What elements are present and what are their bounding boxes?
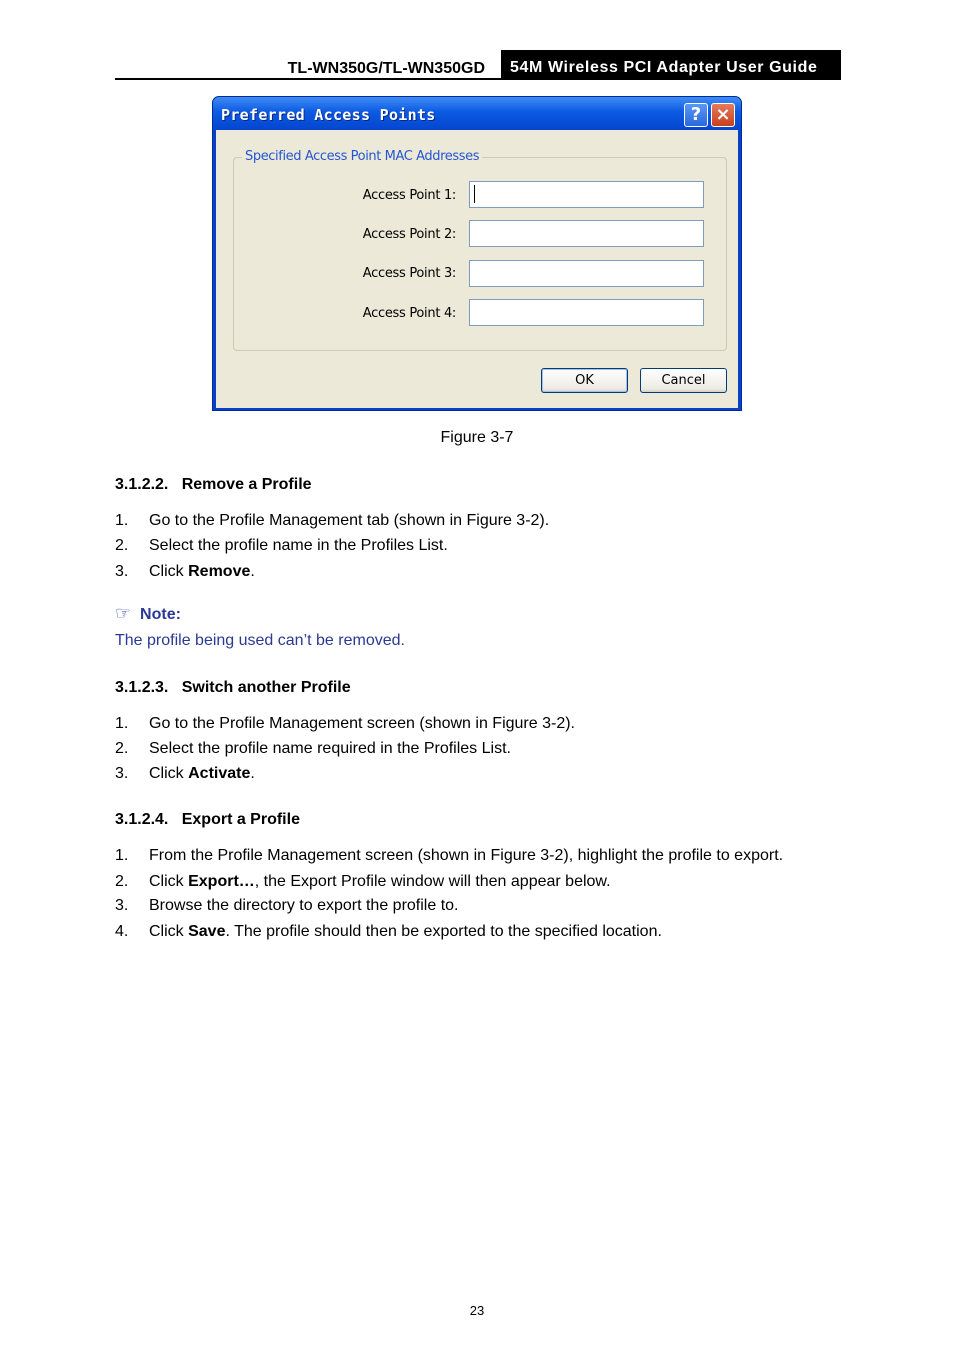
list-item: Select the profile name in the Profiles List. <box>149 537 448 554</box>
list-item: Browse the directory to export the profile to. <box>149 897 459 914</box>
dialog-body <box>216 130 738 408</box>
section-title: Remove a Profile <box>181 476 312 493</box>
access-point-2-label: Access Point 2: <box>362 227 456 242</box>
access-point-4-label: Access Point 4: <box>362 306 456 321</box>
section-title: Export a Profile <box>181 811 300 828</box>
section-number: 3.1.2.2. <box>115 476 169 493</box>
step-number: 1. <box>115 847 129 864</box>
list-item: Go to the Profile Management screen (shown in Figure 3-2). <box>149 715 575 732</box>
access-point-1-label: Access Point 1: <box>362 188 456 203</box>
section-number: 3.1.2.3. <box>115 679 169 696</box>
figure-caption: Figure 3-7 <box>440 429 514 446</box>
page-number: 23 <box>469 1303 485 1318</box>
step-number: 1. <box>115 715 129 732</box>
dialog-title: Preferred Access Points <box>221 106 436 124</box>
section-heading-remove <box>115 476 312 494</box>
close-icon[interactable]: × <box>711 103 735 127</box>
access-point-2-input[interactable] <box>469 220 704 247</box>
step-number: 3. <box>115 563 129 580</box>
text-caret <box>474 185 475 203</box>
step-number: 2. <box>115 740 129 757</box>
page-header <box>115 50 841 80</box>
step-number: 3. <box>115 897 129 914</box>
section-heading-export <box>115 811 300 829</box>
ok-button[interactable]: OK <box>541 368 628 393</box>
help-icon[interactable]: ? <box>684 103 708 127</box>
step-number: 2. <box>115 537 129 554</box>
section-number: 3.1.2.4. <box>115 811 169 828</box>
note-label: Note: <box>140 606 181 623</box>
dialog-title-bar <box>213 97 741 130</box>
list-item: Go to the Profile Management tab (shown in Figure 3-2). <box>149 512 550 529</box>
section-heading-switch <box>115 679 351 697</box>
list-item: Click Activate. <box>149 765 255 782</box>
section-title: Switch another Profile <box>181 679 351 696</box>
model-name: TL-WN350G/TL-WN350GD <box>287 60 485 77</box>
list-item: From the Profile Management screen (shown in Figure 3-2), highlight the profile to export. <box>149 847 784 864</box>
list-item: Click Remove. <box>149 563 255 580</box>
step-number: 1. <box>115 512 129 529</box>
step-number: 4. <box>115 923 129 940</box>
list-item: Click Save. The profile should then be exported to the specified location. <box>149 923 662 940</box>
note-heading <box>115 603 181 624</box>
note-text: The profile being used can’t be removed. <box>115 632 405 649</box>
step-number: 3. <box>115 765 129 782</box>
group-label: Specified Access Point MAC Addresses <box>242 149 482 164</box>
list-item: Click Export…, the Export Profile window will then appear below. <box>149 873 611 890</box>
preferred-access-points-dialog <box>212 96 742 411</box>
guide-title: 54M Wireless PCI Adapter User Guide <box>501 50 841 79</box>
cancel-button[interactable]: Cancel <box>640 368 727 393</box>
list-item: Select the profile name required in the Profiles List. <box>149 740 511 757</box>
step-number: 2. <box>115 873 129 890</box>
access-point-4-input[interactable] <box>469 299 704 326</box>
access-point-3-label: Access Point 3: <box>362 266 456 281</box>
access-point-3-input[interactable] <box>469 260 704 287</box>
pointing-hand-icon: ☞ <box>115 603 132 624</box>
access-point-1-input[interactable] <box>469 181 704 208</box>
